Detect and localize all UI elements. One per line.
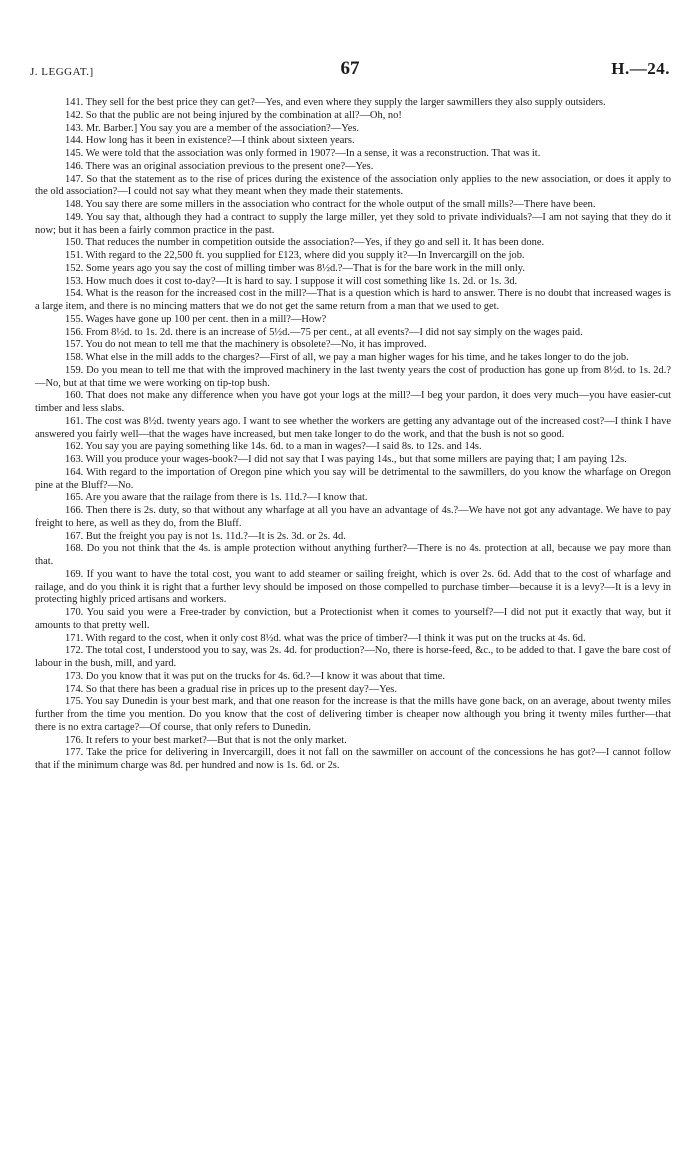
page-number: 67 <box>340 58 360 79</box>
question-answer-paragraph: 149. You say that, although they had a contract to supply the large miller, yet they sold to private individuals?—I am not saying that they do it now; but it has been a fairly common practice in the past. <box>35 211 671 236</box>
question-answer-paragraph: 173. Do you know that it was put on the trucks for 4s. 6d.?—I know it was about that time. <box>65 670 446 682</box>
question-answer-paragraph: 150. That reduces the number in competition outside the association?—Yes, if they go and sell it. It has been done. <box>65 237 545 249</box>
question-answer-paragraph: 153. How much does it cost to-day?—It is hard to say. I suppose it will cost something like 1s. 2d. or 1s. 3d. <box>65 275 518 287</box>
question-answer-paragraph: 144. How long has it been in existence?—I think about sixteen years. <box>65 135 355 147</box>
question-answer-paragraph: 156. From 8½d. to 1s. 2d. there is an increase of 5½d.—75 per cent., at all events?—I did not say simply on the wages paid. <box>65 326 583 338</box>
question-answer-paragraph: 162. You say you are paying something like 14s. 6d. to a man in wages?—I said 8s. to 12s. and 14s. <box>65 441 482 453</box>
question-answer-paragraph: 161. The cost was 8½d. twenty years ago. I want to see whether the workers are getting any advantage out of the increased cost?—I think I have answered you fairly well—that the wages have increased, but men take longer to do the work, and that the bush is not so good. <box>35 415 671 440</box>
question-answer-paragraph: 177. Take the price for delivering in Invercargill, does it not fall on the sawmiller on account of the concessions he has got?—I cannot follow that if the minimum charge was 8d. per hundred and now is 1s. 6d. or 2s. <box>35 747 671 771</box>
question-answer-paragraph: 165. Are you aware that the railage from there is 1s. 11d.?—I know that. <box>65 492 368 504</box>
question-answer-paragraph: 174. So that there has been a gradual rise in prices up to the present day?—Yes. <box>65 683 397 695</box>
question-answer-paragraph: 158. What else in the mill adds to the charges?—First of all, we pay a man higher wages for his time, and he takes longer to do the job. <box>65 352 629 363</box>
question-answer-paragraph: 175. You say Dunedin is your best mark, and that one reason for the increase is that the mills have gone back, on an average, about twenty miles further from the time you mention. Do you know that the cost of delivering timber is cheaper now although you bring it twenty miles further—that there is no extra cartage?—Of course, that only refers to Dunedin. <box>35 696 671 733</box>
question-answer-paragraph: 172. The total cost, I understood you to say, was 2s. 4d. for production?—No, there is horse-feed, &c., to be added to that. I gave the bare cost of labour in the bush, mill, and yard. <box>35 645 671 669</box>
question-answer-paragraph: 176. It refers to your best market?—But that is not the only market. <box>65 734 347 746</box>
question-answer-paragraph: 151. With regard to the 22,500 ft. you supplied for £123, where did you supply it?—In Invercargill on the job. <box>65 250 525 261</box>
question-answer-paragraph: 145. We were told that the association was only formed in 1907?—In a sense, it was a reconstruction. That was it. <box>65 148 541 159</box>
question-answer-paragraph: 159. Do you mean to tell me that with the improved machinery in the last twenty years the cost of production has gone up from 8½d. to 1s. 2d.?—No, but at that time we were working on tip-top bush. <box>35 364 671 389</box>
page-header <box>30 58 670 86</box>
witness-name: J. LEGGAT.] <box>30 66 94 78</box>
question-answer-paragraph: 164. With regard to the importation of Oregon pine which you say will be detrimental to the sawmillers, do you know the wharfage on Oregon pine at the Bluff?—No. <box>35 466 671 491</box>
question-answer-paragraph: 169. If you want to have the total cost, you want to add steamer or sailing freight, which is over 2s. 6d. Add that to the cost of wharfage and railage, and do you think it is right that a further levy should be imposed on those compelled to purchase timber—because it is a levy?—It is a levy in protecting highly priced artisans and workers. <box>35 568 671 606</box>
question-answer-paragraph: 155. Wages have gone up 100 per cent. then in a mill?—How? <box>65 313 327 325</box>
question-answer-paragraph: 171. With regard to the cost, when it only cost 8½d. what was the price of timber?—I think it was put on the trucks at 4s. 6d. <box>65 632 586 644</box>
question-answer-paragraph: 167. But the freight you pay is not 1s. 11d.?—It is 2s. 3d. or 2s. 4d. <box>65 530 346 542</box>
question-answer-paragraph: 170. You said you were a Free-trader by conviction, but a Protectionist when it comes to yourself?—I did not put it exactly that way, but it amounts to that pretty well. <box>35 607 671 631</box>
evidence-text <box>35 97 671 773</box>
question-answer-paragraph: 154. What is the reason for the increased cost in the mill?—That is a question which is hard to answer. There is no doubt that increased wages is a large item, and there is no mincing matters that we do not get the same return from a man that we used to get. <box>35 288 671 312</box>
question-answer-paragraph: 142. So that the public are not being injured by the combination at all?—Oh, no! <box>65 109 402 121</box>
paper-reference: H.—24. <box>611 59 670 78</box>
question-answer-paragraph: 163. Will you produce your wages-book?—I did not say that I was paying 14s., but that some millers are paying that; I am paying 12s. <box>65 454 627 465</box>
question-answer-paragraph: 166. Then there is 2s. duty, so that without any wharfage at all you have an advantage of 4s.?—We have not got any advantage. We have to pay freight to here, as well as they do, from the Bluff. <box>35 505 671 529</box>
question-answer-paragraph: 143. Mr. Barber.] You say you are a member of the association?—Yes. <box>65 122 360 134</box>
question-answer-paragraph: 148. You say there are some millers in the association who contract for the whole output of the small mills?—There have been. <box>65 199 596 210</box>
question-answer-paragraph: 168. Do you not think that the 4s. is ample protection without anything further?—There is no 4s. protection at all, because we pay more than that. <box>35 543 671 567</box>
question-answer-paragraph: 141. They sell for the best price they can get?—Yes, and even where they supply the larger sawmillers they also supply outsiders. <box>65 97 606 108</box>
question-answer-paragraph: 157. You do not mean to tell me that the machinery is obsolete?—No, it has improved. <box>65 339 427 351</box>
question-answer-paragraph: 146. There was an original association previous to the present one?—Yes. <box>65 160 374 172</box>
question-answer-paragraph: 160. That does not make any difference when you have got your logs at the mill?—I beg your pardon, it does very much—you have easier-cut timber and less slabs. <box>35 390 671 414</box>
question-answer-paragraph: 152. Some years ago you say the cost of milling timber was 8½d.?—That is for the bare work in the mill only. <box>65 262 525 274</box>
question-answer-paragraph: 147. So that the statement as to the rise of prices during the existence of the association only applies to the new association, or does it apply to the old association?—I could not say what they meant when they made their statements. <box>35 173 671 198</box>
